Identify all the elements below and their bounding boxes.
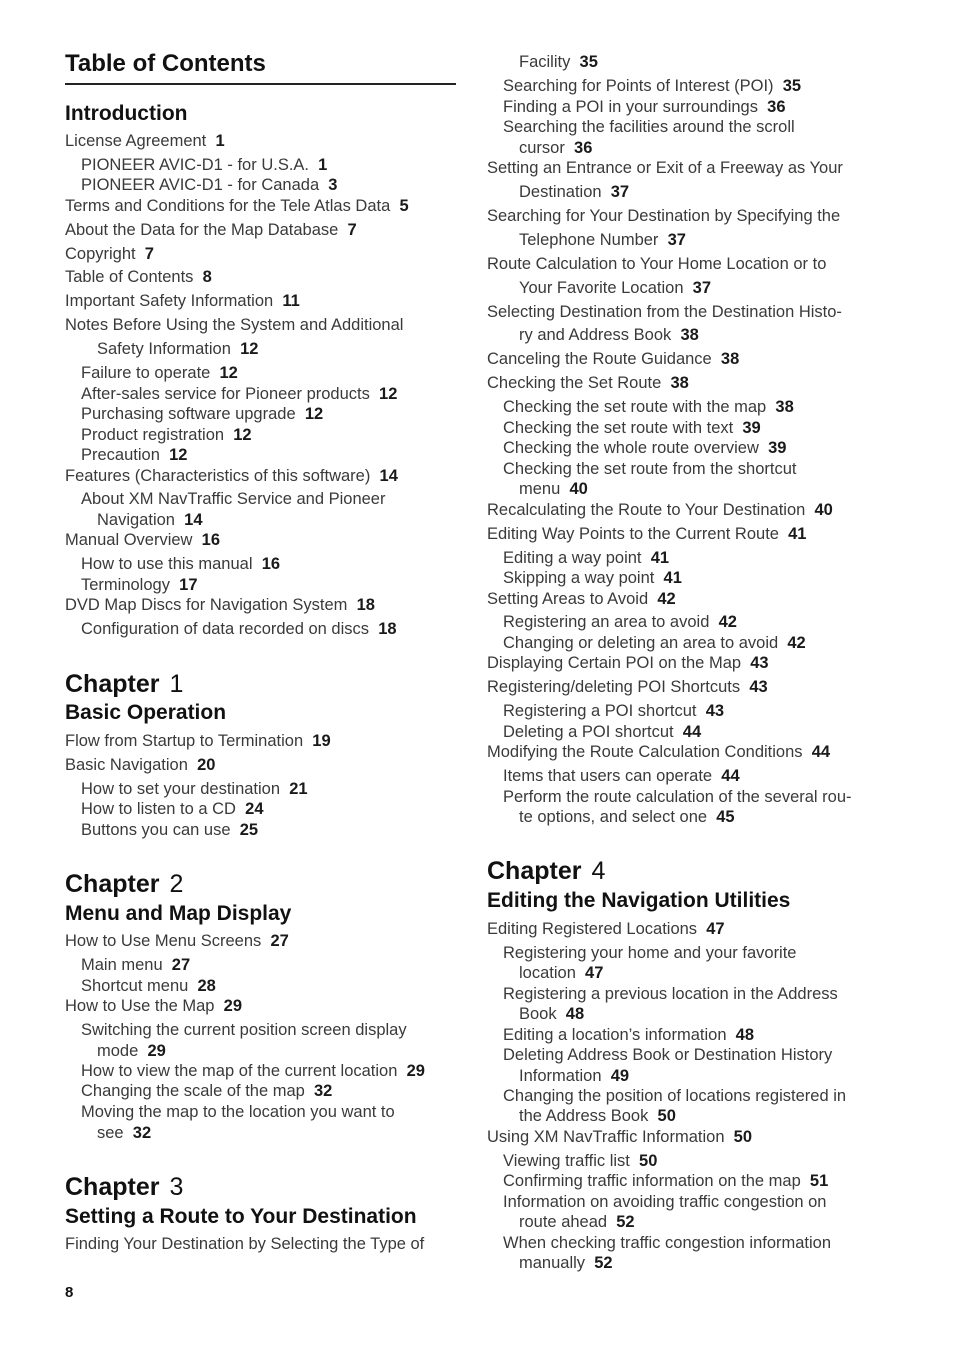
toc-entry-title: How to Use the Map [65, 997, 215, 1015]
toc-entry-title: Basic Navigation [65, 756, 188, 774]
toc-entry-title: PIONEER AVIC-D1 - for U.S.A. [81, 156, 309, 174]
toc-entry [519, 963, 603, 983]
toc-entry-page: 44 [811, 743, 831, 761]
toc-entry-page: 12 [379, 385, 398, 403]
toc-entry-title: When checking traffic congestion information [503, 1234, 832, 1252]
toc-entry-title: route ahead [519, 1213, 608, 1231]
toc-entry-page: 40 [814, 501, 833, 519]
toc-entry [503, 1045, 832, 1065]
toc-entry [519, 1066, 629, 1086]
toc-entry-page: 48 [735, 1026, 755, 1044]
toc-entry-title: Manual Overview [65, 531, 193, 549]
toc-entry [81, 820, 258, 840]
toc-entry [503, 418, 761, 438]
toc-entry-title: About the Data for the Map Database [65, 221, 339, 239]
toc-entry-page: 37 [610, 183, 630, 201]
chapter-label: Chapter [487, 857, 582, 885]
toc-entry [503, 1025, 754, 1045]
toc-entry-page: 17 [179, 576, 198, 594]
toc-entry-page: 19 [312, 732, 331, 750]
toc-entry-page: 24 [245, 800, 264, 818]
toc-entry [519, 1004, 584, 1024]
toc-entry [81, 1102, 395, 1122]
toc-entry-title: ry and Address Book [519, 326, 672, 344]
toc-entry-title: Checking the set route with text [503, 419, 734, 437]
toc-entry [503, 943, 797, 963]
toc-entry [519, 278, 711, 298]
chapter-number: 3 [169, 1173, 184, 1201]
toc-entry [65, 1234, 424, 1254]
toc-entry-title: Perform the route calculation of the several rou- [503, 788, 852, 806]
toc-entry [503, 1086, 846, 1106]
section-heading-basic-operation: Basic Operation [65, 701, 227, 724]
toc-entry-page: 3 [328, 176, 338, 194]
toc-entry-title: Buttons you can use [81, 821, 231, 839]
toc-entry [503, 438, 786, 458]
chapter-heading-1 [65, 670, 183, 699]
toc-entry-page: 12 [219, 364, 238, 382]
toc-entry-page: 50 [657, 1107, 676, 1125]
toc-entry [65, 267, 212, 287]
toc-entry-page: 21 [289, 780, 308, 798]
toc-entry-title: Editing a location’s information [503, 1026, 727, 1044]
toc-entry-title: Shortcut menu [81, 977, 189, 995]
toc-entry-title: Copyright [65, 245, 136, 263]
toc-entry-page: 37 [692, 279, 712, 297]
toc-entry-title: Modifying the Route Calculation Conditions [487, 743, 803, 761]
toc-entry-title: Searching for Your Destination by Specifying the [487, 207, 841, 225]
toc-entry-page: 45 [716, 808, 735, 826]
toc-entry-page: 8 [202, 268, 212, 286]
toc-entry-page: 27 [270, 932, 289, 950]
toc-entry-title: Main menu [81, 956, 163, 974]
toc-entry-page: 38 [680, 326, 699, 344]
chapter-heading-3 [65, 1173, 183, 1202]
toc-entry-title: Terms and Conditions for the Tele Atlas Data [65, 197, 391, 215]
toc-entry-title: Deleting a POI shortcut [503, 723, 674, 741]
toc-entry [487, 1127, 752, 1147]
toc-entry-title: Selecting Destination from the Destination Histo- [487, 303, 842, 321]
toc-entry [503, 568, 682, 588]
toc-entry-title: Your Favorite Location [519, 279, 684, 297]
toc-entry [503, 1151, 657, 1171]
toc-entry-title: cursor [519, 139, 565, 157]
toc-entry [65, 196, 409, 216]
toc-entry-title: Editing Registered Locations [487, 920, 698, 938]
toc-entry [65, 530, 220, 550]
toc-entry [487, 206, 840, 226]
toc-entry [97, 1123, 151, 1143]
toc-entry [519, 479, 588, 499]
toc-entry-title: Checking the set route from the shortcut [503, 460, 797, 478]
chapter-label: Chapter [65, 1173, 160, 1201]
toc-entry-title: Registering a previous location in the Address [503, 985, 838, 1003]
toc-entry [65, 291, 300, 311]
toc-entry [65, 931, 289, 951]
section-heading-introduction: Introduction [65, 102, 188, 125]
toc-entry-title: Searching the facilities around the scroll [503, 118, 795, 136]
toc-entry [487, 524, 806, 544]
toc-entry-title: Viewing traffic list [503, 1152, 630, 1170]
toc-entry-page: 7 [347, 221, 357, 239]
toc-entry-page: 11 [282, 292, 300, 310]
toc-entry [503, 76, 801, 96]
toc-entry-page: 50 [639, 1152, 658, 1170]
toc-entry [487, 500, 833, 520]
toc-entry-page: 38 [670, 374, 689, 392]
toc-entry-title: Finding Your Destination by Selecting the Type of [65, 1235, 425, 1253]
toc-entry-page: 12 [233, 426, 252, 444]
chapter-label: Chapter [65, 670, 160, 698]
toc-entry-page: 12 [304, 405, 324, 423]
toc-entry [519, 138, 592, 158]
toc-entry-title: menu [519, 480, 561, 498]
toc-entry [65, 220, 357, 240]
toc-entry-title: Important Safety Information [65, 292, 274, 310]
toc-entry-page: 20 [197, 756, 216, 774]
toc-entry-page: 14 [379, 467, 398, 485]
toc-entry-page: 44 [682, 723, 702, 741]
chapter-label: Chapter [65, 870, 160, 898]
toc-entry-title: Items that users can operate [503, 767, 713, 785]
chapter-number: 1 [169, 670, 184, 698]
toc-entry-title: Checking the set route with the map [503, 398, 767, 416]
toc-entry-title: Notes Before Using the System and Additional [65, 316, 404, 334]
toc-entry-page: 16 [201, 531, 220, 549]
toc-entry [65, 595, 375, 615]
toc-entry-page: 47 [706, 920, 725, 938]
toc-entry-page: 1 [318, 156, 328, 174]
toc-entry [81, 1020, 407, 1040]
toc-entry-page: 38 [775, 398, 794, 416]
toc-entry [97, 510, 203, 530]
toc-entry [81, 976, 216, 996]
toc-entry-title: Editing Way Points to the Current Route [487, 525, 779, 543]
toc-entry [487, 373, 689, 393]
toc-entry-page: 41 [650, 549, 670, 567]
toc-entry-page: 16 [261, 555, 281, 573]
toc-entry-page: 29 [147, 1042, 166, 1060]
toc-entry-title: Purchasing software upgrade [81, 405, 296, 423]
toc-entry [81, 1061, 425, 1081]
toc-entry [81, 554, 280, 574]
toc-entry-page: 51 [809, 1172, 829, 1190]
toc-entry-title: Flow from Startup to Termination [65, 732, 304, 750]
toc-entry [503, 984, 838, 1004]
toc-entry-title: Recalculating the Route to Your Destination [487, 501, 806, 519]
toc-entry-page: 38 [720, 350, 740, 368]
chapter-heading-4 [487, 857, 605, 886]
toc-entry [503, 1192, 826, 1212]
section-heading-setting-a-route-to-your-destination: Setting a Route to Your Destination [65, 1205, 417, 1228]
toc-entry-page: 7 [144, 245, 154, 263]
toc-entry-title: mode [97, 1042, 139, 1060]
toc-entry-page: 29 [406, 1062, 425, 1080]
toc-entry [81, 955, 190, 975]
toc-entry [503, 633, 806, 653]
toc-entry-title: License Agreement [65, 132, 207, 150]
toc-entry [81, 799, 264, 819]
toc-entry-title: Registering a POI shortcut [503, 702, 697, 720]
toc-entry [81, 425, 252, 445]
toc-entry-page: 5 [399, 197, 409, 215]
toc-entry-title: Deleting Address Book or Destination History [503, 1046, 833, 1064]
toc-entry-page: 12 [169, 446, 188, 464]
toc-entry-title: Failure to operate [81, 364, 211, 382]
toc-entry [519, 807, 735, 827]
title-divider [65, 83, 456, 85]
toc-entry-page: 1 [215, 132, 225, 150]
toc-entry [519, 52, 598, 72]
toc-entry [519, 1212, 635, 1232]
toc-entry [81, 363, 238, 383]
toc-entry-page: 27 [171, 956, 191, 974]
toc-entry [503, 722, 701, 742]
toc-entry-title: Table of Contents [65, 268, 194, 286]
section-heading-menu-and-map-display: Menu and Map Display [65, 902, 292, 925]
toc-entry-title: Setting an Entrance or Exit of a Freeway as Your [487, 159, 843, 177]
toc-entry [65, 244, 154, 264]
toc-entry [81, 575, 198, 595]
toc-entry-page: 37 [667, 231, 686, 249]
toc-entry-page: 50 [733, 1128, 753, 1146]
toc-entry-page: 48 [565, 1005, 585, 1023]
toc-entry-page: 52 [616, 1213, 635, 1231]
toc-entry-page: 18 [378, 620, 397, 638]
toc-entry [97, 339, 258, 359]
toc-entry-title: Registering an area to avoid [503, 613, 710, 631]
toc-entry [81, 619, 397, 639]
toc-entry-title: Features (Characteristics of this software) [65, 467, 371, 485]
toc-entry-title: Registering/deleting POI Shortcuts [487, 678, 741, 696]
toc-entry-title: location [519, 964, 576, 982]
toc-entry-page: 12 [240, 340, 259, 358]
toc-entry [81, 1081, 332, 1101]
toc-entry-title: Registering your home and your favorite [503, 944, 797, 962]
toc-entry-title: Setting Areas to Avoid [487, 590, 649, 608]
toc-entry-title: After-sales service for Pioneer products [81, 385, 370, 403]
toc-entry-title: Precaution [81, 446, 160, 464]
toc-entry-page: 42 [787, 634, 806, 652]
toc-entry-page: 36 [767, 98, 786, 116]
toc-entry-title: Switching the current position screen display [81, 1021, 407, 1039]
toc-entry [503, 97, 786, 117]
toc-entry-page: 29 [223, 997, 243, 1015]
toc-entry [81, 175, 337, 195]
toc-entry [81, 384, 397, 404]
toc-entry-page: 42 [657, 590, 676, 608]
page-number: 8 [65, 1284, 74, 1301]
toc-entry-page: 47 [585, 964, 604, 982]
toc-entry-page: 52 [594, 1254, 613, 1272]
toc-entry-page: 32 [314, 1082, 333, 1100]
toc-entry [503, 459, 796, 479]
section-heading-editing-the-navigation-utilities: Editing the Navigation Utilities [487, 889, 791, 912]
toc-entry-title: Searching for Points of Interest (POI) [503, 77, 774, 95]
toc-entry-page: 35 [782, 77, 802, 95]
toc-entry-title: Skipping a way point [503, 569, 655, 587]
toc-entry-title: Terminology [81, 576, 170, 594]
toc-entry-page: 43 [749, 678, 768, 696]
toc-entry-title: Information [519, 1067, 602, 1085]
toc-entry-title: te options, and select one [519, 808, 708, 826]
toc-entry-title: How to set your destination [81, 780, 281, 798]
toc-entry [65, 996, 242, 1016]
toc-entry [503, 397, 794, 417]
toc-entry-page: 41 [663, 569, 682, 587]
toc-entry [97, 1041, 166, 1061]
toc-entry-page: 39 [742, 419, 761, 437]
toc-entry-title: Canceling the Route Guidance [487, 350, 712, 368]
toc-entry-title: Changing the scale of the map [81, 1082, 305, 1100]
toc-entry [519, 230, 686, 250]
toc-entry-title: Checking the Set Route [487, 374, 662, 392]
toc-entry-title: Finding a POI in your surroundings [503, 98, 758, 116]
toc-entry [503, 1171, 828, 1191]
toc-entry [503, 787, 852, 807]
toc-entry-page: 35 [579, 53, 598, 71]
toc-entry-page: 42 [718, 613, 737, 631]
toc-entry-title: Editing a way point [503, 549, 642, 567]
toc-entry-page: 14 [184, 511, 203, 529]
toc-entry [503, 766, 740, 786]
toc-entry-title: Safety Information [97, 340, 231, 358]
toc-entry-page: 25 [239, 821, 259, 839]
toc-entry [65, 131, 225, 151]
toc-entry [487, 349, 739, 369]
toc-entry-page: 44 [721, 767, 740, 785]
page-title: Table of Contents [65, 50, 266, 77]
toc-entry-title: Book [519, 1005, 557, 1023]
toc-entry-title: Checking the whole route overview [503, 439, 759, 457]
toc-entry-page: 40 [569, 480, 588, 498]
toc-entry [519, 1253, 613, 1273]
toc-entry-title: Information on avoiding traffic congestion on [503, 1193, 827, 1211]
toc-entry [487, 158, 843, 178]
chapter-number: 4 [591, 857, 606, 885]
toc-entry [487, 653, 769, 673]
toc-entry [519, 182, 629, 202]
toc-entry-title: Moving the map to the location you want to [81, 1103, 395, 1121]
toc-entry-page: 41 [788, 525, 807, 543]
toc-entry-title: Destination [519, 183, 602, 201]
toc-entry-title: manually [519, 1254, 586, 1272]
toc-entry-title: Navigation [97, 511, 175, 529]
toc-entry-title: the Address Book [519, 1107, 649, 1125]
toc-entry [65, 755, 215, 775]
toc-entry-page: 32 [132, 1124, 152, 1142]
toc-entry [487, 677, 768, 697]
toc-entry [503, 1233, 831, 1253]
toc-entry-title: Confirming traffic information on the map [503, 1172, 801, 1190]
toc-entry [519, 1106, 676, 1126]
toc-entry [503, 548, 669, 568]
toc-entry [65, 731, 331, 751]
toc-entry-title: Changing or deleting an area to avoid [503, 634, 779, 652]
toc-entry-page: 49 [610, 1067, 630, 1085]
toc-entry-page: 28 [197, 977, 216, 995]
toc-entry-title: Facility [519, 53, 571, 71]
toc-entry-title: see [97, 1124, 124, 1142]
toc-entry [81, 445, 187, 465]
toc-entry-title: How to Use Menu Screens [65, 932, 262, 950]
toc-entry [487, 254, 826, 274]
toc-entry-page: 43 [705, 702, 725, 720]
toc-entry-page: 18 [356, 596, 375, 614]
toc-entry-page: 39 [768, 439, 787, 457]
toc-entry [65, 315, 403, 335]
toc-entry [519, 325, 699, 345]
toc-entry [81, 779, 308, 799]
toc-entry [487, 742, 830, 762]
chapter-heading-2 [65, 870, 183, 899]
toc-entry-title: Using XM NavTraffic Information [487, 1128, 725, 1146]
toc-entry [81, 404, 323, 424]
toc-entry [487, 302, 842, 322]
toc-entry-title: DVD Map Discs for Navigation System [65, 596, 348, 614]
toc-entry-title: Product registration [81, 426, 225, 444]
toc-entry [503, 117, 795, 137]
chapter-number: 2 [169, 870, 184, 898]
toc-entry-page: 36 [574, 139, 593, 157]
toc-entry-title: How to use this manual [81, 555, 253, 573]
toc-entry-page: 43 [750, 654, 769, 672]
toc-entry [65, 466, 398, 486]
toc-entry-title: How to view the map of the current location [81, 1062, 398, 1080]
toc-entry-title: Changing the position of locations registered in [503, 1087, 847, 1105]
toc-entry [503, 701, 724, 721]
toc-entry-title: About XM NavTraffic Service and Pioneer [81, 490, 386, 508]
toc-entry-title: How to listen to a CD [81, 800, 236, 818]
toc-entry [487, 919, 725, 939]
toc-entry-title: Configuration of data recorded on discs [81, 620, 370, 638]
toc-entry [503, 612, 737, 632]
toc-entry [81, 489, 385, 509]
toc-entry-title: PIONEER AVIC-D1 - for Canada [81, 176, 320, 194]
toc-entry [81, 155, 327, 175]
toc-entry-title: Displaying Certain POI on the Map [487, 654, 742, 672]
toc-entry [487, 589, 676, 609]
toc-entry-title: Telephone Number [519, 231, 659, 249]
toc-entry-title: Route Calculation to Your Home Location or to [487, 255, 827, 273]
